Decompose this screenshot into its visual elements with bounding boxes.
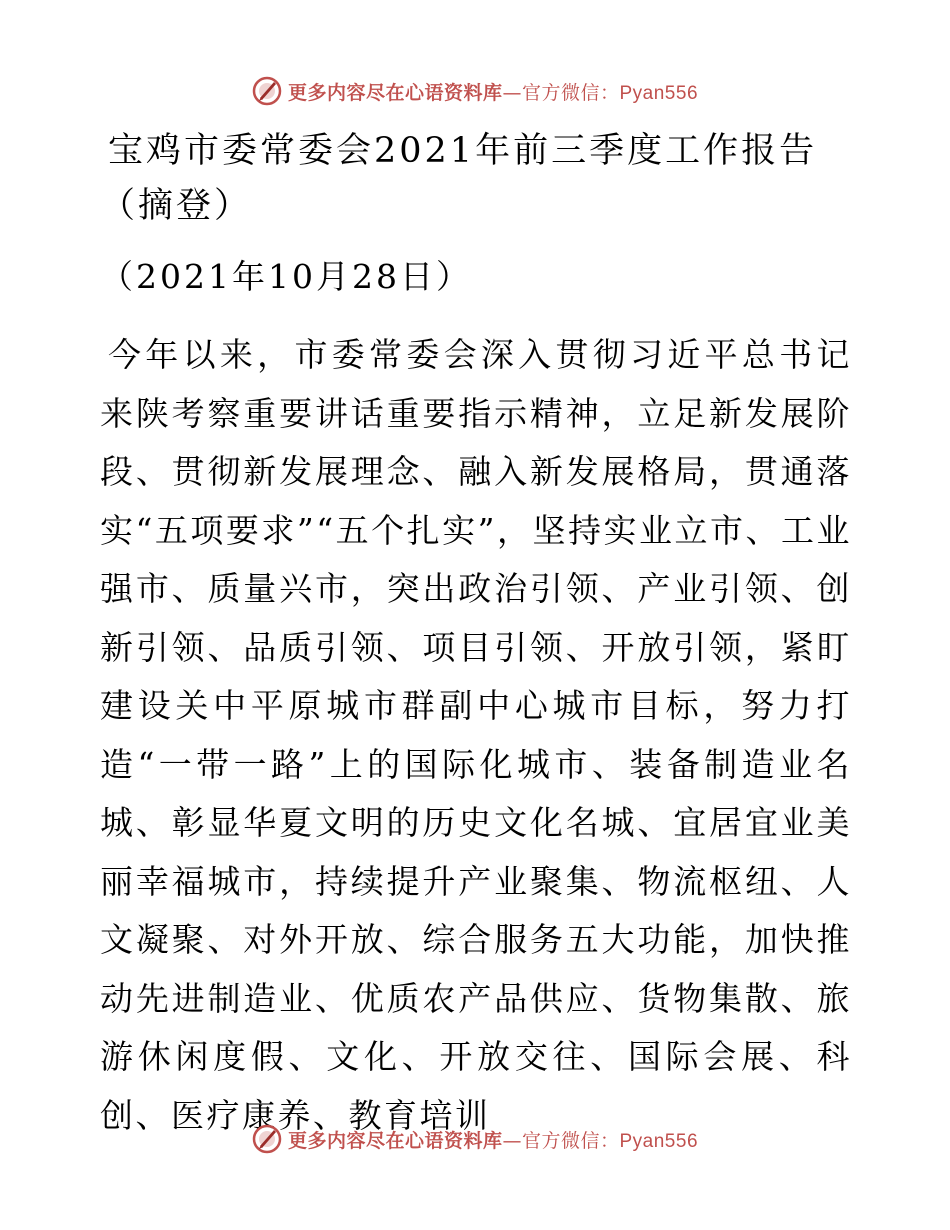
- watermark-wechat-id: Pyan556: [619, 1130, 699, 1152]
- watermark-label: 官方微信：: [521, 1129, 620, 1152]
- footer-watermark: [0, 1122, 950, 1156]
- quill-pen-logo-icon: [252, 76, 282, 106]
- watermark-wechat-id: Pyan556: [619, 82, 699, 104]
- document-paragraph: 今年以来，市委常委会深入贯彻习近平总书记来陕考察重要讲话重要指示精神，立足新发展阶段、贯彻新发展理念、融入新发展格局，贯通落实“五项要求”“五个扎实”，坚持实业立市、工业强市、质量兴市，突出政治引领、产业引领、创新引领、品质引领、项目引领、开放引领，紧盯建设关中平原城市群副中心城市目标，努力打造“一带一路”上的国际化城市、装备制造业名城、彰显华夏文明的历史文化名城、宜居宜业美丽幸福城市，持续提升产业聚集、物流枢纽、人文凝聚、对外开放、综合服务五大功能，加快推动先进制造业、优质农产品供应、货物集散、旅游休闲度假、文化、开放交往、国际会展、科创、医疗康养、教育培训: [100, 335, 852, 1135]
- watermark-text: [288, 1126, 698, 1153]
- watermark-brand: 更多内容尽在心语资料库: [287, 1129, 503, 1152]
- header-watermark: [0, 74, 950, 108]
- watermark-label: 官方微信：: [521, 81, 620, 104]
- watermark-separator: —: [502, 81, 522, 104]
- watermark-text: [288, 78, 698, 105]
- document-title: 宝鸡市委常委会2021年前三季度工作报告（摘登）: [100, 131, 818, 226]
- watermark-separator: —: [502, 1129, 522, 1152]
- quill-pen-logo-icon: [252, 1124, 282, 1154]
- watermark-brand: 更多内容尽在心语资料库: [287, 81, 503, 104]
- document-date: （2021年10月28日）: [100, 257, 472, 296]
